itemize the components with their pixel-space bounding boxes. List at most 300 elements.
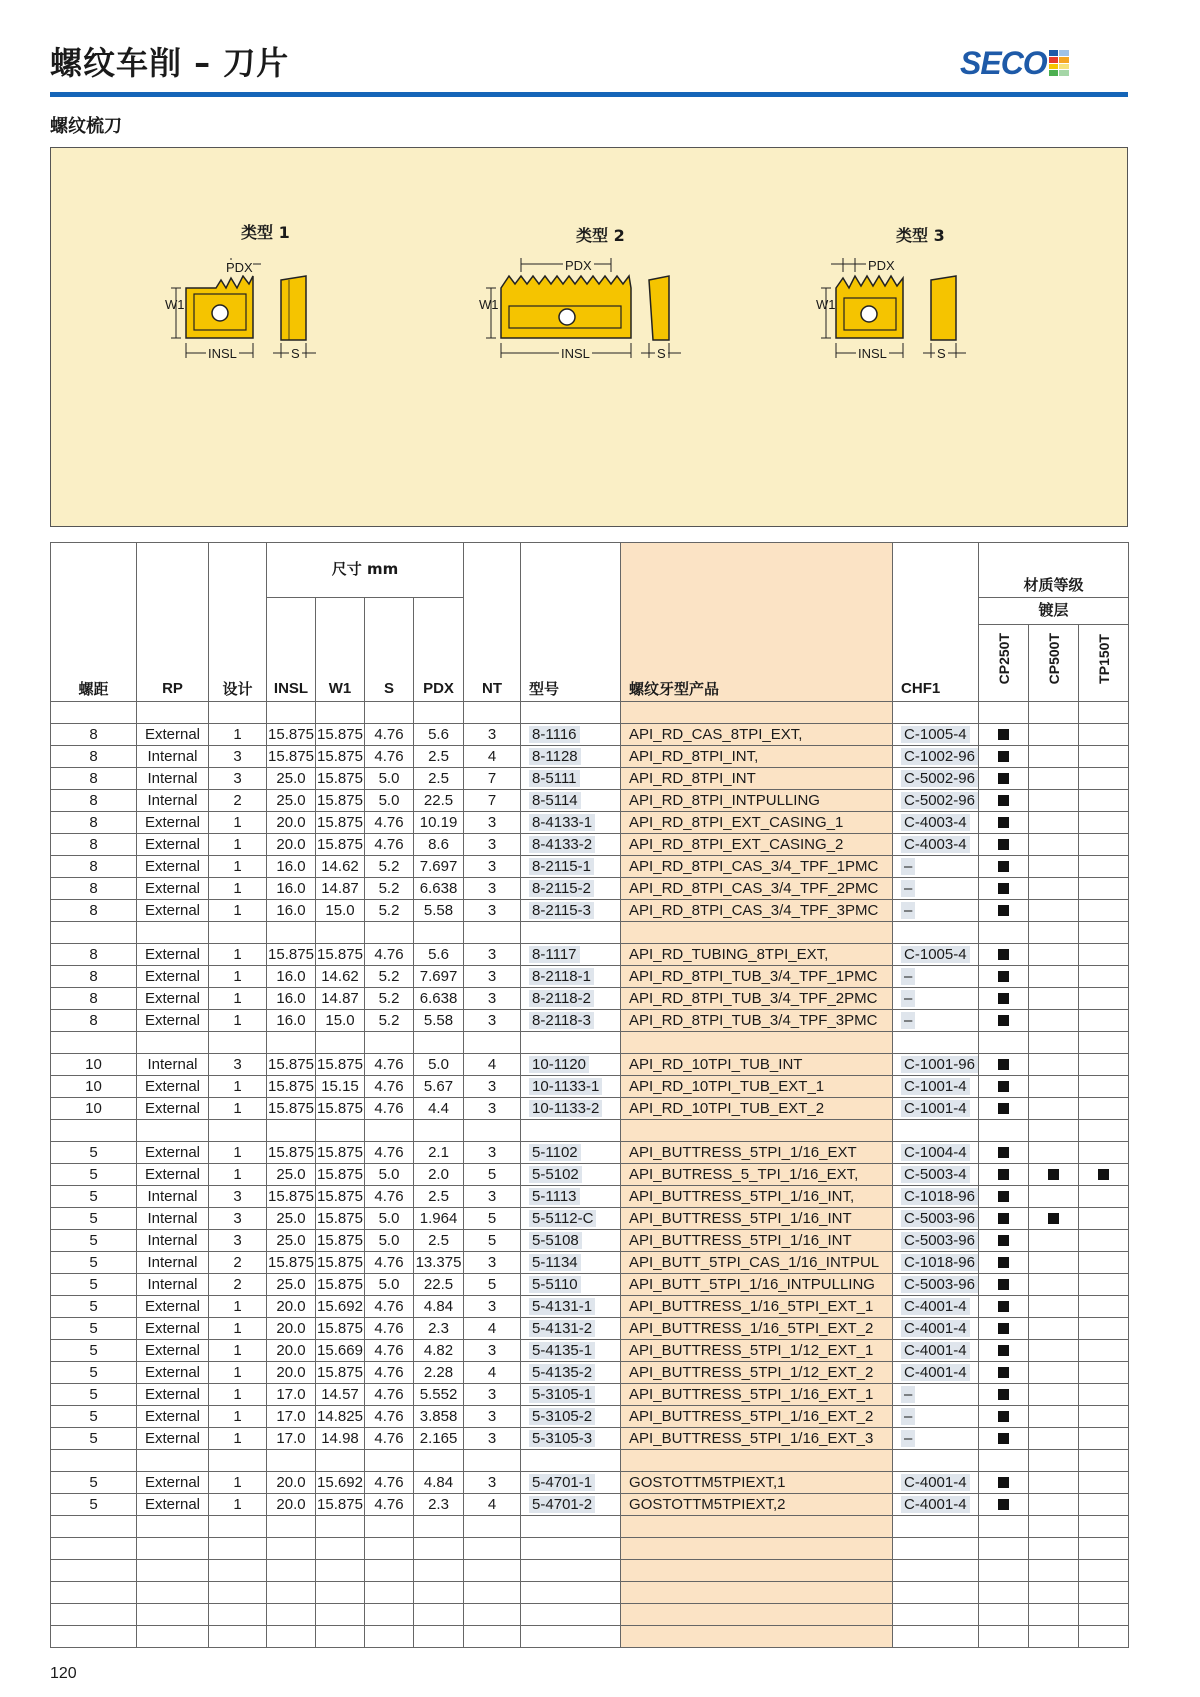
grade-cp250t-cell bbox=[979, 856, 1029, 878]
nt-cell: 3 bbox=[464, 1142, 521, 1164]
pdx-cell: 5.6 bbox=[414, 944, 464, 966]
part-number: 8-4133-1 bbox=[529, 814, 595, 831]
w1-cell: 15.875 bbox=[316, 1186, 365, 1208]
chf-code: – bbox=[901, 1408, 915, 1425]
type-1-insl-label: INSL bbox=[208, 346, 237, 361]
col-pitch-header: 螺距 bbox=[51, 543, 137, 702]
grade-cp250t-cell bbox=[979, 1472, 1029, 1494]
part-number-cell bbox=[521, 1186, 621, 1208]
s-cell: 4.76 bbox=[365, 1494, 414, 1516]
rp-cell: External bbox=[137, 812, 209, 834]
grade-tp150t-cell bbox=[1079, 1142, 1129, 1164]
part-number-cell bbox=[521, 1472, 621, 1494]
part-number-cell bbox=[521, 790, 621, 812]
chf-cell bbox=[893, 1274, 979, 1296]
type-2-w1-label: W1 bbox=[479, 297, 499, 312]
chf-cell bbox=[893, 966, 979, 988]
table-row bbox=[51, 1296, 1129, 1318]
chf-cell bbox=[893, 1494, 979, 1516]
s-cell: 5.2 bbox=[365, 856, 414, 878]
nt-cell: 7 bbox=[464, 768, 521, 790]
table-row bbox=[51, 1340, 1129, 1362]
table-row bbox=[51, 1164, 1129, 1186]
w1-cell: 15.875 bbox=[316, 1054, 365, 1076]
w1-cell: 15.15 bbox=[316, 1076, 365, 1098]
part-number-cell bbox=[521, 1054, 621, 1076]
pitch-cell: 5 bbox=[51, 1208, 137, 1230]
pdx-cell: 8.6 bbox=[414, 834, 464, 856]
w1-cell: 15.875 bbox=[316, 790, 365, 812]
grade-cp500t-cell bbox=[1029, 944, 1079, 966]
nt-cell: 3 bbox=[464, 878, 521, 900]
rp-cell: External bbox=[137, 1318, 209, 1340]
product-cell: API_BUTTRESS_5TPI_1/16_INT bbox=[621, 1208, 893, 1230]
chf-cell bbox=[893, 1098, 979, 1120]
chf-code: – bbox=[901, 880, 915, 897]
grade-cp250t-cell bbox=[979, 1186, 1029, 1208]
grade-cp250t-cell bbox=[979, 1274, 1029, 1296]
part-number-cell bbox=[521, 1208, 621, 1230]
part-number-cell bbox=[521, 1274, 621, 1296]
grade-cp250t-cell bbox=[979, 724, 1029, 746]
product-cell: API_RD_8TPI_TUB_3/4_TPF_3PMC bbox=[621, 1010, 893, 1032]
rp-cell: Internal bbox=[137, 746, 209, 768]
grade-cp500t-cell bbox=[1029, 1142, 1079, 1164]
chf-code: C-1001-96 bbox=[901, 1056, 978, 1073]
nt-cell: 3 bbox=[464, 944, 521, 966]
grade-available-icon bbox=[998, 1213, 1009, 1224]
rp-cell: Internal bbox=[137, 1230, 209, 1252]
table-row bbox=[51, 1098, 1129, 1120]
part-number: 5-4135-2 bbox=[529, 1364, 595, 1381]
insl-cell: 16.0 bbox=[267, 856, 316, 878]
part-number: 8-2118-3 bbox=[529, 1012, 594, 1029]
part-number-cell bbox=[521, 812, 621, 834]
chf-cell bbox=[893, 1406, 979, 1428]
rp-cell: External bbox=[137, 1296, 209, 1318]
nt-cell: 3 bbox=[464, 1098, 521, 1120]
part-number: 5-4701-2 bbox=[529, 1496, 595, 1513]
product-cell: API_BUTTRESS_1/16_5TPI_EXT_1 bbox=[621, 1296, 893, 1318]
nt-cell: 3 bbox=[464, 1010, 521, 1032]
rp-cell: Internal bbox=[137, 1054, 209, 1076]
insl-cell: 25.0 bbox=[267, 790, 316, 812]
design-cell: 1 bbox=[209, 900, 267, 922]
chf-code: – bbox=[901, 858, 915, 875]
nt-cell: 3 bbox=[464, 988, 521, 1010]
chf-code: C-1005-4 bbox=[901, 946, 970, 963]
grade-available-icon bbox=[998, 1235, 1009, 1246]
part-number-cell bbox=[521, 1318, 621, 1340]
rp-cell: External bbox=[137, 724, 209, 746]
grade-available-icon bbox=[998, 1169, 1009, 1180]
s-cell: 5.0 bbox=[365, 1164, 414, 1186]
chf-code: – bbox=[901, 968, 915, 985]
product-cell: API_RD_8TPI_INTPULLING bbox=[621, 790, 893, 812]
chf-code: C-5003-96 bbox=[901, 1276, 978, 1293]
insl-cell: 16.0 bbox=[267, 988, 316, 1010]
part-number: 8-1128 bbox=[529, 748, 581, 765]
design-cell: 1 bbox=[209, 1010, 267, 1032]
rp-cell: External bbox=[137, 834, 209, 856]
grade-tp150t-cell bbox=[1079, 1384, 1129, 1406]
col-design-header: 设计 bbox=[209, 543, 267, 702]
grade-available-icon bbox=[998, 1345, 1009, 1356]
pdx-cell: 4.84 bbox=[414, 1296, 464, 1318]
part-number-cell bbox=[521, 1362, 621, 1384]
chf-code: C-1018-96 bbox=[901, 1188, 978, 1205]
pitch-cell: 5 bbox=[51, 1164, 137, 1186]
nt-cell: 3 bbox=[464, 1384, 521, 1406]
grade-cp500t-cell bbox=[1029, 1494, 1079, 1516]
chf-cell bbox=[893, 1340, 979, 1362]
grade-group-header: 材质等级 bbox=[979, 543, 1129, 598]
grade-cp500t-cell bbox=[1029, 1164, 1079, 1186]
grade-cp500t-cell bbox=[1029, 1076, 1079, 1098]
type-3-s-label: S bbox=[937, 346, 946, 361]
grade-cp500t-cell bbox=[1029, 1274, 1079, 1296]
grade-cp250t-cell bbox=[979, 988, 1029, 1010]
s-cell: 4.76 bbox=[365, 724, 414, 746]
chf-code: C-4001-4 bbox=[901, 1496, 970, 1513]
grade-cp250t-cell bbox=[979, 1428, 1029, 1450]
nt-cell: 5 bbox=[464, 1274, 521, 1296]
w1-cell: 14.98 bbox=[316, 1428, 365, 1450]
pitch-cell: 8 bbox=[51, 746, 137, 768]
part-number-cell bbox=[521, 834, 621, 856]
table-row bbox=[51, 1076, 1129, 1098]
s-cell: 4.76 bbox=[365, 1252, 414, 1274]
nt-cell: 3 bbox=[464, 1472, 521, 1494]
part-number: 8-4133-2 bbox=[529, 836, 595, 853]
rp-cell: External bbox=[137, 1010, 209, 1032]
part-number-cell bbox=[521, 1428, 621, 1450]
part-number-cell bbox=[521, 1164, 621, 1186]
grade-tp150t-cell bbox=[1079, 1362, 1129, 1384]
part-number: 8-1117 bbox=[529, 946, 579, 963]
chf-cell bbox=[893, 1362, 979, 1384]
design-cell: 1 bbox=[209, 1428, 267, 1450]
grade-cp500t-cell bbox=[1029, 878, 1079, 900]
w1-cell: 15.0 bbox=[316, 900, 365, 922]
grade-available-icon bbox=[998, 905, 1009, 916]
grade-cp250t-cell bbox=[979, 1296, 1029, 1318]
grade-tp150t-cell bbox=[1079, 790, 1129, 812]
grade-cp250t-cell bbox=[979, 768, 1029, 790]
pdx-cell: 2.3 bbox=[414, 1494, 464, 1516]
type-3-label: 类型 3 bbox=[896, 226, 945, 245]
chf-code: C-4001-4 bbox=[901, 1364, 970, 1381]
chf-cell bbox=[893, 878, 979, 900]
part-number-cell bbox=[521, 1076, 621, 1098]
insl-cell: 20.0 bbox=[267, 834, 316, 856]
grade-tp150t-cell bbox=[1079, 1186, 1129, 1208]
part-number: 5-1134 bbox=[529, 1254, 581, 1271]
logo-text: SECO bbox=[960, 44, 1047, 81]
chf-code: C-1002-96 bbox=[901, 748, 978, 765]
chf-cell bbox=[893, 1010, 979, 1032]
table-row bbox=[51, 1252, 1129, 1274]
w1-cell: 15.692 bbox=[316, 1472, 365, 1494]
page-title: 螺纹车削 – 刀片 bbox=[50, 44, 290, 82]
chf-cell bbox=[893, 1230, 979, 1252]
pitch-cell: 5 bbox=[51, 1472, 137, 1494]
grade-cp500t-cell bbox=[1029, 1098, 1079, 1120]
table-row bbox=[51, 834, 1129, 856]
part-number-cell bbox=[521, 746, 621, 768]
grade-cp250t-cell bbox=[979, 812, 1029, 834]
nt-cell: 4 bbox=[464, 1054, 521, 1076]
grade-cp500t-cell bbox=[1029, 1252, 1079, 1274]
table-row bbox=[51, 878, 1129, 900]
nt-cell: 3 bbox=[464, 1076, 521, 1098]
grade-available-icon bbox=[998, 1499, 1009, 1510]
grade-tp150t-cell bbox=[1079, 1054, 1129, 1076]
grade-cp250t-cell bbox=[979, 1076, 1029, 1098]
part-number-cell bbox=[521, 768, 621, 790]
product-cell: API_BUTTRESS_5TPI_1/12_EXT_1 bbox=[621, 1340, 893, 1362]
insl-cell: 17.0 bbox=[267, 1384, 316, 1406]
grade-tp150t-cell bbox=[1079, 1428, 1129, 1450]
grade-available-icon bbox=[998, 1191, 1009, 1202]
grade-tp150t-cell bbox=[1079, 1098, 1129, 1120]
nt-cell: 3 bbox=[464, 1428, 521, 1450]
w1-cell: 15.875 bbox=[316, 1362, 365, 1384]
nt-cell: 3 bbox=[464, 812, 521, 834]
chf-code: C-5002-96 bbox=[901, 770, 978, 787]
table-row bbox=[51, 944, 1129, 966]
spacer-row bbox=[51, 1516, 1129, 1538]
insl-cell: 17.0 bbox=[267, 1406, 316, 1428]
part-number-cell bbox=[521, 1296, 621, 1318]
grade-cp250t-cell bbox=[979, 790, 1029, 812]
pdx-cell: 4.84 bbox=[414, 1472, 464, 1494]
grade-tp150t-cell bbox=[1079, 988, 1129, 1010]
type-2-pdx-label: PDX bbox=[565, 258, 592, 273]
insert-table-container bbox=[50, 542, 1128, 1648]
product-cell: API_BUTTRESS_5TPI_1/16_INT, bbox=[621, 1186, 893, 1208]
header-rule bbox=[50, 92, 1128, 97]
grade-tp150t-cell bbox=[1079, 834, 1129, 856]
grade-cp500t-cell bbox=[1029, 1406, 1079, 1428]
grade-cp250t-cell bbox=[979, 1494, 1029, 1516]
insert-table bbox=[50, 542, 1129, 1648]
design-cell: 1 bbox=[209, 1340, 267, 1362]
col-s-header: S bbox=[365, 598, 414, 702]
product-cell: API_BUTTRESS_5TPI_1/16_EXT bbox=[621, 1142, 893, 1164]
s-cell: 5.0 bbox=[365, 768, 414, 790]
pdx-cell: 5.552 bbox=[414, 1384, 464, 1406]
w1-cell: 14.62 bbox=[316, 856, 365, 878]
rp-cell: External bbox=[137, 1406, 209, 1428]
pitch-cell: 5 bbox=[51, 1406, 137, 1428]
product-cell: API_BUTTRESS_5TPI_1/12_EXT_2 bbox=[621, 1362, 893, 1384]
grade-cp250t-cell bbox=[979, 944, 1029, 966]
insl-cell: 20.0 bbox=[267, 1362, 316, 1384]
pdx-cell: 22.5 bbox=[414, 790, 464, 812]
design-cell: 1 bbox=[209, 1406, 267, 1428]
grade-available-icon bbox=[998, 1147, 1009, 1158]
spacer-row bbox=[51, 1604, 1129, 1626]
rp-cell: External bbox=[137, 856, 209, 878]
grade-cp250t-cell bbox=[979, 1252, 1029, 1274]
table-row bbox=[51, 1494, 1129, 1516]
table-row bbox=[51, 812, 1129, 834]
s-cell: 4.76 bbox=[365, 1296, 414, 1318]
table-row bbox=[51, 856, 1129, 878]
s-cell: 4.76 bbox=[365, 1428, 414, 1450]
nt-cell: 3 bbox=[464, 1252, 521, 1274]
table-row bbox=[51, 1186, 1129, 1208]
table-row bbox=[51, 724, 1129, 746]
rp-cell: Internal bbox=[137, 1274, 209, 1296]
rp-cell: External bbox=[137, 1340, 209, 1362]
part-number: 5-3105-2 bbox=[529, 1408, 595, 1425]
pitch-cell: 5 bbox=[51, 1384, 137, 1406]
product-cell: API_RD_8TPI_CAS_3/4_TPF_3PMC bbox=[621, 900, 893, 922]
table-row bbox=[51, 1384, 1129, 1406]
part-number-cell bbox=[521, 1384, 621, 1406]
table-row bbox=[51, 966, 1129, 988]
chf-code: C-1001-4 bbox=[901, 1078, 970, 1095]
product-cell: API_BUTTRESS_5TPI_1/16_EXT_2 bbox=[621, 1406, 893, 1428]
rp-cell: External bbox=[137, 1494, 209, 1516]
grade-cp250t-cell bbox=[979, 1164, 1029, 1186]
rp-cell: External bbox=[137, 966, 209, 988]
spacer-row bbox=[51, 1450, 1129, 1472]
design-cell: 1 bbox=[209, 1076, 267, 1098]
grade-tp150t-cell bbox=[1079, 966, 1129, 988]
grade-cp250t-cell bbox=[979, 834, 1029, 856]
nt-cell: 3 bbox=[464, 1340, 521, 1362]
section-subtitle: 螺纹梳刀 bbox=[50, 116, 122, 137]
grade-cp250t-cell bbox=[979, 1318, 1029, 1340]
part-number: 8-2115-3 bbox=[529, 902, 594, 919]
design-cell: 1 bbox=[209, 812, 267, 834]
type-1-s-label: S bbox=[291, 346, 300, 361]
grade-tp150t-cell bbox=[1079, 944, 1129, 966]
s-cell: 4.76 bbox=[365, 1098, 414, 1120]
pitch-cell: 10 bbox=[51, 1098, 137, 1120]
insl-cell: 15.875 bbox=[267, 1252, 316, 1274]
table-row bbox=[51, 1274, 1129, 1296]
s-cell: 5.0 bbox=[365, 790, 414, 812]
design-cell: 3 bbox=[209, 746, 267, 768]
product-cell: API_BUTT_5TPI_1/16_INTPULLING bbox=[621, 1274, 893, 1296]
pdx-cell: 2.5 bbox=[414, 768, 464, 790]
grade-cp250t-cell bbox=[979, 1406, 1029, 1428]
part-number-cell bbox=[521, 1340, 621, 1362]
pdx-cell: 2.28 bbox=[414, 1362, 464, 1384]
part-number: 8-1116 bbox=[529, 726, 579, 743]
pdx-cell: 2.5 bbox=[414, 1186, 464, 1208]
part-number: 5-1113 bbox=[529, 1188, 579, 1205]
part-number: 5-4131-2 bbox=[529, 1320, 595, 1337]
chf-cell bbox=[893, 1318, 979, 1340]
nt-cell: 5 bbox=[464, 1208, 521, 1230]
table-row bbox=[51, 768, 1129, 790]
insert-table-body bbox=[51, 702, 1129, 1648]
rp-cell: External bbox=[137, 944, 209, 966]
pitch-cell: 8 bbox=[51, 878, 137, 900]
rp-cell: External bbox=[137, 1142, 209, 1164]
insl-cell: 16.0 bbox=[267, 878, 316, 900]
grade-cp250t-cell bbox=[979, 1340, 1029, 1362]
insl-cell: 15.875 bbox=[267, 944, 316, 966]
grade-cp250t-cell bbox=[979, 1384, 1029, 1406]
grade-cp500t-cell bbox=[1029, 856, 1079, 878]
grade-available-icon bbox=[998, 1389, 1009, 1400]
pdx-cell: 5.6 bbox=[414, 724, 464, 746]
grade-cp250t-cell bbox=[979, 1362, 1029, 1384]
design-cell: 2 bbox=[209, 790, 267, 812]
grade-cp250t-cell bbox=[979, 1142, 1029, 1164]
chf-cell bbox=[893, 746, 979, 768]
product-cell: API_RD_CAS_8TPI_EXT, bbox=[621, 724, 893, 746]
design-cell: 3 bbox=[209, 1230, 267, 1252]
table-row bbox=[51, 1208, 1129, 1230]
table-row bbox=[51, 1142, 1129, 1164]
grade-available-icon bbox=[998, 1433, 1009, 1444]
product-cell: API_RD_8TPI_CAS_3/4_TPF_2PMC bbox=[621, 878, 893, 900]
grade-cp500t-cell bbox=[1029, 834, 1079, 856]
pdx-cell: 2.1 bbox=[414, 1142, 464, 1164]
part-number-cell bbox=[521, 988, 621, 1010]
grade-cp500t-cell bbox=[1029, 1054, 1079, 1076]
grade-available-icon bbox=[1098, 1169, 1109, 1180]
col-nt-header: NT bbox=[464, 543, 521, 702]
grade-tp150t-cell bbox=[1079, 1010, 1129, 1032]
grade-available-icon bbox=[998, 949, 1009, 960]
pdx-cell: 5.0 bbox=[414, 1054, 464, 1076]
grade-available-icon bbox=[998, 729, 1009, 740]
grade-cp250t-cell bbox=[979, 1230, 1029, 1252]
rp-cell: Internal bbox=[137, 1252, 209, 1274]
w1-cell: 15.875 bbox=[316, 834, 365, 856]
s-cell: 5.2 bbox=[365, 900, 414, 922]
s-cell: 4.76 bbox=[365, 1142, 414, 1164]
insl-cell: 16.0 bbox=[267, 966, 316, 988]
grade-tp150t-cell bbox=[1079, 900, 1129, 922]
design-cell: 1 bbox=[209, 1098, 267, 1120]
nt-cell: 4 bbox=[464, 1362, 521, 1384]
w1-cell: 15.875 bbox=[316, 1164, 365, 1186]
chf-cell bbox=[893, 1054, 979, 1076]
design-cell: 1 bbox=[209, 1296, 267, 1318]
part-number-cell bbox=[521, 878, 621, 900]
part-number-cell bbox=[521, 966, 621, 988]
w1-cell: 14.87 bbox=[316, 988, 365, 1010]
w1-cell: 15.875 bbox=[316, 1494, 365, 1516]
logo-mark-icon bbox=[1049, 50, 1069, 76]
rp-cell: External bbox=[137, 1472, 209, 1494]
pdx-cell: 1.964 bbox=[414, 1208, 464, 1230]
coating-group-header: 镀层 bbox=[979, 598, 1129, 625]
part-number-cell bbox=[521, 900, 621, 922]
spacer-row bbox=[51, 1120, 1129, 1142]
design-cell: 1 bbox=[209, 1494, 267, 1516]
insl-cell: 16.0 bbox=[267, 900, 316, 922]
part-number: 10-1133-1 bbox=[529, 1078, 602, 1095]
w1-cell: 15.0 bbox=[316, 1010, 365, 1032]
rp-cell: Internal bbox=[137, 1186, 209, 1208]
grade-available-icon bbox=[998, 817, 1009, 828]
dims-group-header: 尺寸 mm bbox=[267, 543, 464, 598]
part-number-cell bbox=[521, 1406, 621, 1428]
s-cell: 4.76 bbox=[365, 746, 414, 768]
w1-cell: 15.875 bbox=[316, 746, 365, 768]
grade-cp250t-cell bbox=[979, 746, 1029, 768]
